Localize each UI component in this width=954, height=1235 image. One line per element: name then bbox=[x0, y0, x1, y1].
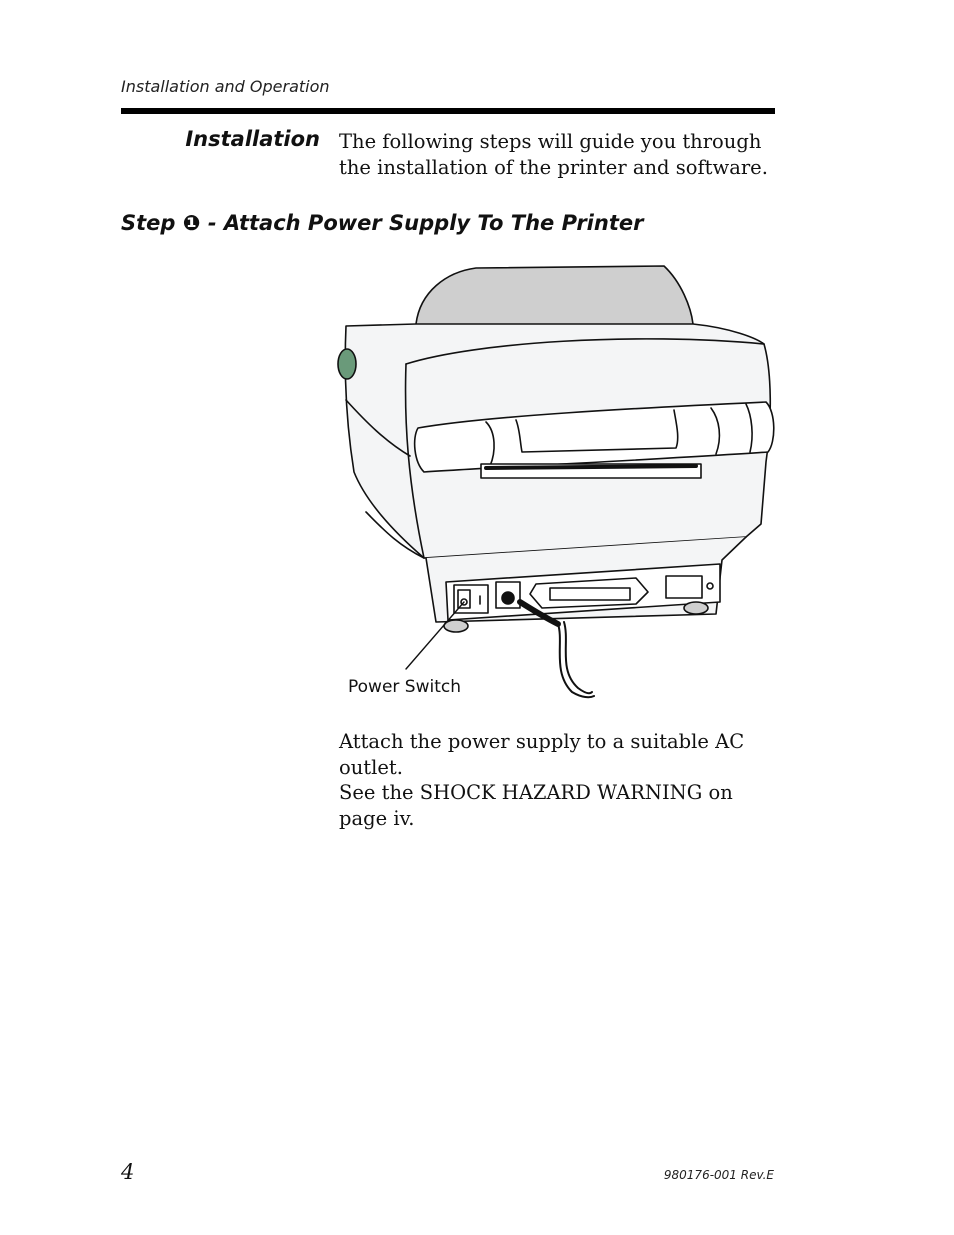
printer-illustration bbox=[336, 262, 786, 712]
header-rule bbox=[121, 108, 775, 114]
power-switch-callout: Power Switch bbox=[348, 677, 462, 697]
document-number: 980176-001 Rev.E bbox=[663, 1168, 774, 1182]
page-number: 4 bbox=[121, 1160, 135, 1184]
section-label: Installation bbox=[185, 127, 320, 151]
section-intro: The following steps will guide you through the installation of the printer and software. bbox=[339, 130, 768, 179]
running-header: Installation and Operation bbox=[121, 77, 330, 96]
warning-reference-paragraph: See the SHOCK HAZARD WARNING on page iv. bbox=[339, 781, 733, 830]
step-heading: Step ❶ - Attach Power Supply To The Printer bbox=[121, 211, 644, 235]
instruction-paragraph: Attach the power supply to a suitable AC outlet. bbox=[339, 730, 745, 779]
